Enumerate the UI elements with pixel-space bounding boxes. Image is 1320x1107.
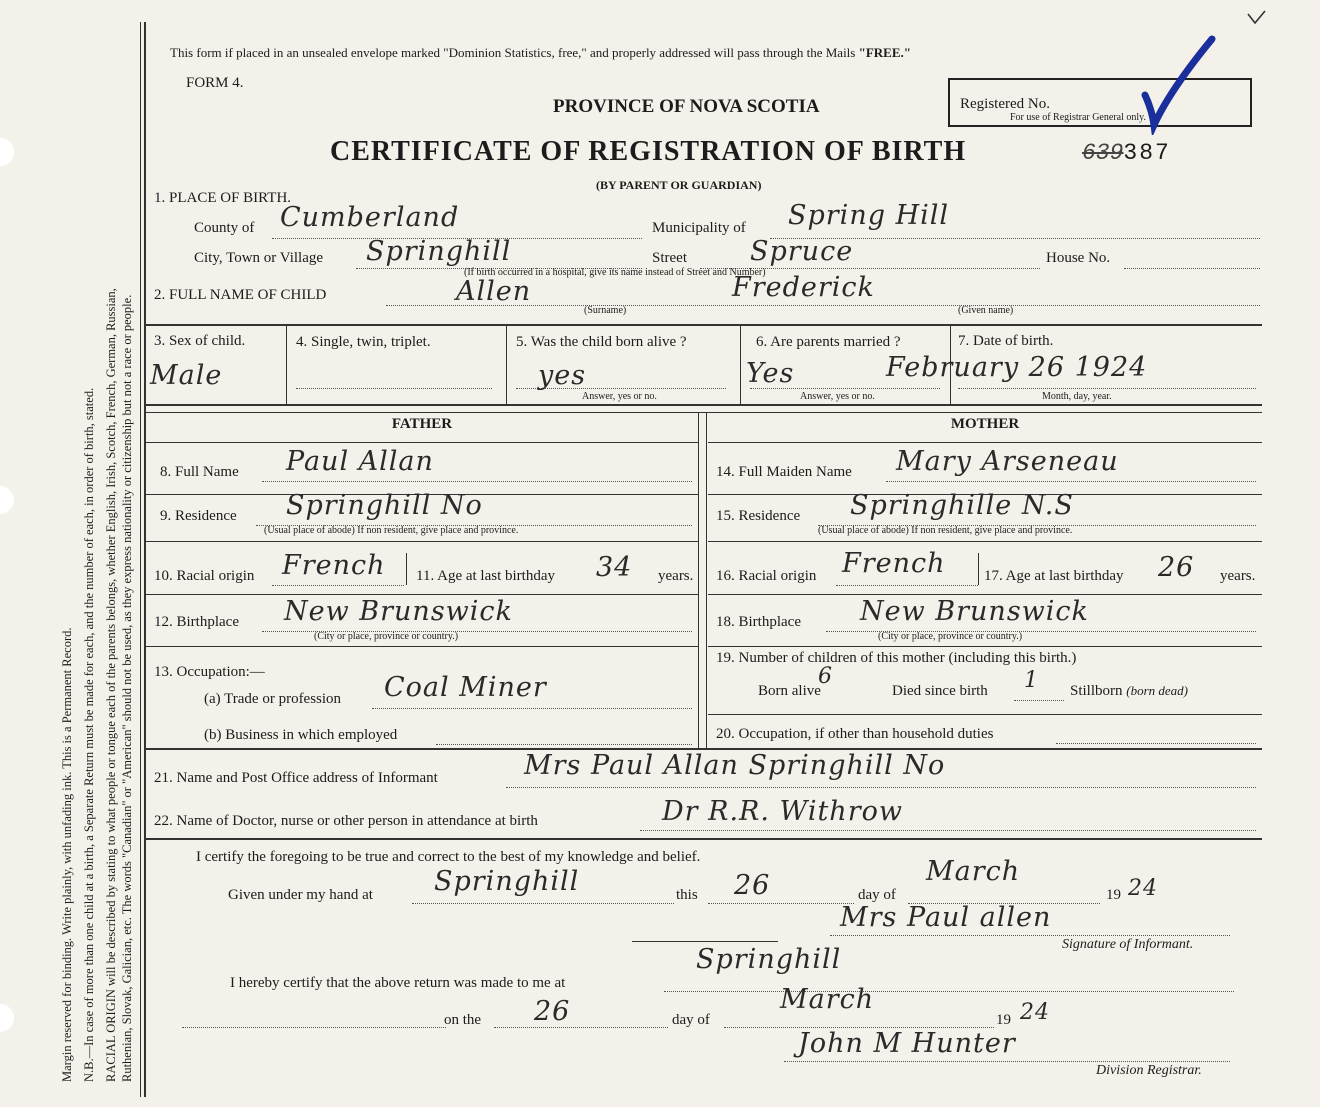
mother-abode-caption: (Usual place of abode) If non resident, give place and province. — [818, 525, 1073, 536]
child-given-value: Frederick — [732, 272, 875, 303]
born-alive-value: yes — [538, 360, 587, 391]
doctor-label: 22. Name of Doctor, nurse or other person in attendance at birth — [154, 813, 538, 829]
county-label: County of — [194, 220, 255, 236]
mother-occupation-label: 20. Occupation, if other than household duties — [716, 726, 994, 742]
street-value: Spruce — [750, 236, 854, 267]
certify-year-prefix: 19 — [1106, 887, 1121, 903]
business-label: (b) Business in which employed — [204, 727, 398, 743]
father-birthplace-value: New Brunswick — [284, 596, 513, 627]
hospital-note: (If birth occurred in a hospital, give its name instead of Street and Number) — [464, 267, 766, 278]
current-number: 387 — [1123, 140, 1171, 166]
street-label: Street — [652, 250, 687, 266]
father-origin-label: 10. Racial origin — [154, 568, 255, 584]
doctor-value: Dr R.R. Withrow — [662, 796, 903, 827]
born-alive-count-value: 6 — [818, 664, 833, 689]
mother-origin-value: French — [842, 548, 946, 579]
mother-name-label: 14. Full Maiden Name — [716, 464, 852, 480]
father-residence-value: Springhill No — [286, 490, 483, 521]
mother-name-value: Mary Arseneau — [896, 446, 1119, 477]
father-origin-value: French — [282, 550, 386, 581]
municipality-label: Municipality of — [652, 220, 746, 236]
form-number: FORM 4. — [186, 75, 244, 91]
parents-married-value: Yes — [746, 358, 795, 389]
trade-value: Coal Miner — [384, 672, 547, 703]
mother-origin-label: 16. Racial origin — [716, 568, 817, 584]
certify-year-value: 24 — [1128, 876, 1158, 901]
mother-age-label: 17. Age at last birthday — [984, 568, 1124, 584]
mother-residence-value: Springhille N.S — [850, 490, 1074, 521]
mother-birthplace-value: New Brunswick — [860, 596, 1089, 627]
this-label: this — [676, 887, 698, 903]
registered-number-label: Registered No. — [960, 96, 1050, 112]
child-name-label: 2. FULL NAME OF CHILD — [154, 287, 327, 303]
page-title: CERTIFICATE OF REGISTRATION OF BIRTH — [330, 136, 967, 167]
informant-label: 21. Name and Post Office address of Informant — [154, 770, 438, 786]
born-alive-label: 5. Was the child born alive ? — [516, 334, 687, 350]
died-since-birth-value: 1 — [1024, 668, 1039, 693]
parents-married-label: 6. Are parents married ? — [756, 334, 901, 350]
father-abode-caption: (Usual place of abode) If non resident, give place and province. — [264, 525, 519, 536]
registrar-place-value: Springhill — [696, 944, 842, 975]
surname-caption: (Surname) — [584, 305, 627, 316]
child-surname-value: Allen — [456, 276, 532, 307]
given-name-caption: (Given name) — [958, 305, 1014, 316]
margin-note: Margin reserved for binding. Write plainly, with unfading ink. This is a Permanent Record. — [60, 627, 74, 1082]
city-label: City, Town or Village — [194, 250, 324, 266]
father-years-label: years. — [658, 568, 694, 584]
father-name-label: 8. Full Name — [160, 464, 239, 480]
certificate-number — [1082, 140, 1171, 166]
informant-value: Mrs Paul Allan Springhill No — [524, 750, 946, 781]
registrar-day-value: 26 — [534, 996, 571, 1027]
mail-note: This form if placed in an unsealed envelope marked "Dominion Statistics, free," and properly addressed will pass through the Mails "FREE." — [170, 45, 911, 60]
place-of-birth-heading: 1. PLACE OF BIRTH. — [154, 190, 292, 206]
yes-no-caption: Answer, yes or no. — [800, 391, 875, 402]
given-place-value: Springhill — [434, 866, 580, 897]
registrar-year-prefix: 19 — [996, 1012, 1011, 1028]
certify-month-value: March — [926, 856, 1021, 887]
sex-label: 3. Sex of child. — [154, 333, 246, 349]
binding-hole — [0, 138, 14, 166]
yes-no-caption: Answer, yes or no. — [582, 391, 657, 402]
mother-years-label: years. — [1220, 568, 1256, 584]
born-alive-count-label: Born alive — [758, 683, 821, 699]
father-birthplace-label: 12. Birthplace — [154, 614, 239, 630]
struck-number: 639 — [1082, 140, 1124, 166]
father-age-value: 34 — [596, 552, 633, 583]
province-heading: PROVINCE OF NOVA SCOTIA — [553, 96, 820, 117]
registrar-signature-label: Division Registrar. — [1096, 1063, 1202, 1078]
certify-statement: I certify the foregoing to be true and correct to the best of my knowledge and belief. — [196, 849, 701, 865]
registrar-statement: I hereby certify that the above return was made to me at — [230, 975, 566, 991]
mother-birthplace-label: 18. Birthplace — [716, 614, 801, 630]
informant-signature: Mrs Paul allen — [840, 902, 1052, 933]
date-of-birth-label: 7. Date of birth. — [958, 333, 1054, 349]
certify-day-of-label: day of — [858, 887, 896, 903]
registrar-year-value: 24 — [1020, 1000, 1050, 1025]
mother-residence-label: 15. Residence — [716, 508, 801, 524]
registrar-signature: John M Hunter — [798, 1028, 1016, 1059]
father-heading: FATHER — [391, 416, 453, 432]
county-value: Cumberland — [280, 202, 460, 233]
trade-label: (a) Trade or profession — [204, 691, 342, 707]
mother-heading: MOTHER — [950, 416, 1020, 432]
page-subtitle: (BY PARENT OR GUARDIAN) — [596, 178, 762, 192]
tick-mark-icon — [1245, 8, 1269, 28]
registrar-month-value: March — [780, 984, 875, 1015]
sex-value: Male — [150, 360, 223, 391]
children-count-label: 19. Number of children of this mother (including this birth.) — [716, 650, 1077, 666]
house-number-label: House No. — [1046, 250, 1111, 266]
binding-hole — [0, 1004, 14, 1032]
municipality-value: Spring Hill — [788, 200, 950, 231]
city-value: Springhill — [366, 236, 512, 267]
father-residence-label: 9. Residence — [160, 508, 237, 524]
margin-note: RACIAL ORIGIN will be described by stating to what people or tongue each of the parents belongs, whether English, Irish, Scotch, French, German, Russian, — [104, 288, 118, 1082]
occupation-label: 13. Occupation:— — [154, 664, 265, 680]
registrar-day-of-label: day of — [672, 1012, 710, 1028]
margin-note: Ruthenian, Slovak, Galician, etc. The words "Canadian" or "American" should not be used, as they express nationality or citizenship but not a race or people. — [120, 294, 134, 1082]
father-city-caption: (City or place, province or country.) — [314, 631, 459, 642]
date-caption: Month, day, year. — [1042, 391, 1112, 402]
binding-hole — [0, 486, 14, 514]
registrar-note: For use of Registrar General only. — [1010, 112, 1146, 123]
died-since-birth-label: Died since birth — [892, 683, 988, 699]
mother-age-value: 26 — [1158, 552, 1195, 583]
mother-city-caption: (City or place, province or country.) — [878, 631, 1023, 642]
given-under-hand-label: Given under my hand at — [228, 887, 373, 903]
stillborn-label: Stillborn (born dead) — [1070, 683, 1189, 699]
margin-note: N.B.—In case of more than one child at a birth, a Separate Return must be made for each, and the number of each, in order of birth, stated. — [82, 387, 96, 1082]
check-mark-icon — [1140, 35, 1220, 135]
date-of-birth-value: February 26 1924 — [886, 352, 1148, 383]
father-name-value: Paul Allan — [286, 446, 434, 477]
informant-signature-label: Signature of Informant. — [1062, 937, 1194, 952]
father-age-label: 11. Age at last birthday — [416, 568, 555, 584]
plurality-label: 4. Single, twin, triplet. — [296, 334, 431, 350]
on-the-label: on the — [444, 1012, 482, 1028]
certify-day-value: 26 — [734, 870, 771, 901]
